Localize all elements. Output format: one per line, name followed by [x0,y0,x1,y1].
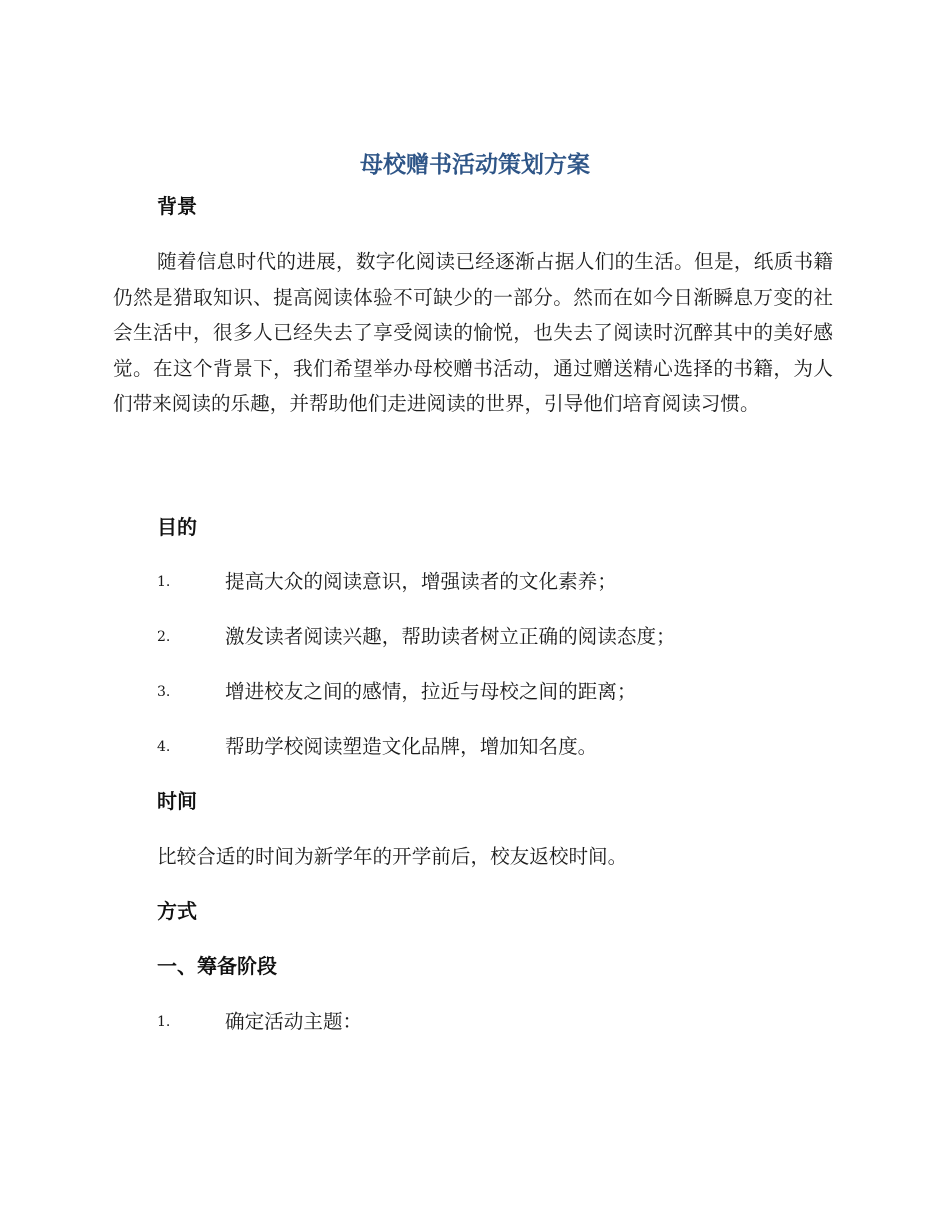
list-item-text: 提高大众的阅读意识，增强读者的文化素养； [225,570,617,593]
list-item-number: 4. [157,739,171,755]
list-item-number: 3. [157,684,171,700]
list-item-number: 2. [157,629,171,645]
list-item-text: 帮助学校阅读塑造文化品牌，增加知名度。 [225,735,598,758]
list-item-text: 确定活动主题： [225,1010,363,1033]
section-heading-time: 时间 [157,789,197,813]
list-item-number: 1. [157,1014,171,1030]
time-text: 比较合适的时间为新学年的开学前后，校友返校时间。 [157,845,628,868]
list-item-number: 1. [157,574,171,590]
section-heading-background: 背景 [157,194,197,218]
section-heading-purpose: 目的 [157,515,197,539]
list-item-text: 激发读者阅读兴趣，帮助读者树立正确的阅读态度； [225,625,676,648]
subsection-heading-preparation: 一、筹备阶段 [157,954,277,978]
background-paragraph: 随着信息时代的进展，数字化阅读已经逐渐占据人们的生活。但是，纸质书籍仍然是猎取知识、提高阅读体验不可缺少的一部分。然而在如今日渐瞬息万变的社会生活中，很多人已经失去了享受阅读的愉悦，也失去了阅读时沉醉其中的美好感觉。在这个背景下，我们希望举办母校赠书活动，通过赠送精心选择的书籍，为人们带来阅读的乐趣，并帮助他们走进阅读的世界，引导他们培育阅读习惯。 [113,250,833,415]
list-item-text: 增进校友之间的感情，拉近与母校之间的距离； [225,680,637,703]
document-title: 母校赠书活动策划方案 [360,152,590,178]
section-heading-method: 方式 [157,899,197,923]
